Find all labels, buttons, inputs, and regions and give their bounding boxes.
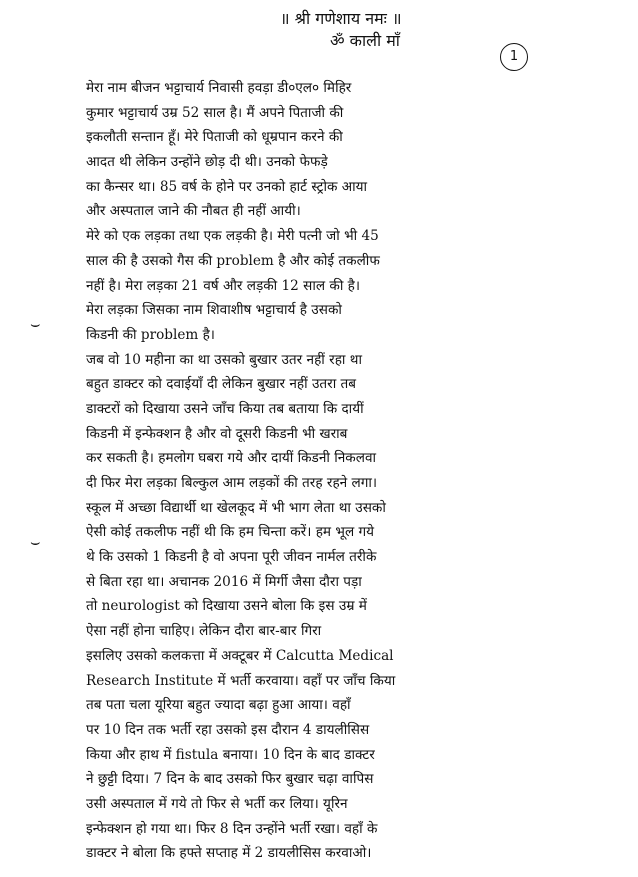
text-line: दी फिर मेरा लड़का बिल्कुल आम लड़कों की तरह रहने लगा।: [86, 475, 378, 491]
text-line: इकलौती सन्तान हूँ। मेरे पिताजी को धूम्रपान करने की: [86, 129, 343, 146]
text-line: ऐसा नहीं होना चाहिए। लेकिन दौरा बार-बार गिरा: [86, 623, 322, 640]
text-line: कुमार भट्टाचार्य उम्र 52 साल है। मैं अपने पिताजी की: [86, 104, 344, 121]
text-line: मेरा लड़का जिसका नाम शिवाशीष भट्टाचार्य है उसको: [86, 302, 342, 319]
text-line: कर सकती है। हमलोग घबरा गये और दायीं किडनी निकलवा: [86, 450, 377, 467]
text-line: से बिता रहा था। अचानक 2016 में मिर्गी जैसा दौरा पड़ा: [86, 573, 362, 590]
text-line: नहीं है। मेरा लड़का 21 वर्ष और लड़की 12 साल की है।: [86, 277, 361, 294]
text-line: ने छुट्टी दिया। 7 दिन के बाद उसको फिर बुखार चढ़ा वापिस: [86, 771, 374, 788]
text-line: डाक्टरों को दिखाया उसने जाँच किया तब बताया कि दायीं: [86, 400, 364, 417]
text-line: इन्फेक्शन हो गया था। फिर 8 दिन उन्होंने भर्ती रखा। वहाँ के: [86, 820, 378, 837]
page-number: 1: [500, 43, 528, 71]
text-line: स्कूल में अच्छा विद्यार्थी था खेलकूद में भी भाग लेता था उसको: [86, 499, 386, 516]
text-line: Research Institute में भर्ती करवाया। वहाँ पर जाँच किया: [86, 672, 396, 689]
text-line: उसी अस्पताल में गये तो फिर से भर्ती कर लिया। यूरिन: [86, 795, 348, 812]
invocation-text: ॥ श्री गणेशाय नमः ॥: [280, 9, 402, 28]
text-line: साल की है उसको गैस की problem है और कोई तकलीफ: [86, 252, 380, 269]
text-line: तब पता चला यूरिया बहुत ज्यादा बढ़ा हुआ आया। वहाँ: [86, 697, 351, 714]
text-line: पर 10 दिन तक भर्ती रहा उसको इस दौरान 4 डायलीसिस: [86, 721, 370, 738]
salutation-text: ॐ काली माँ: [330, 31, 400, 50]
text-line: इसलिए उसको कलकत्ता में अक्टूबर में Calcutta Medical: [86, 647, 394, 664]
text-line: तो neurologist को दिखाया उसने बोला कि इस उम्र में: [86, 598, 367, 615]
text-line: जब वो 10 महीना का था उसको बुखार उतर नहीं रहा था: [86, 351, 362, 368]
letter-body: [86, 76, 621, 866]
text-line: किडनी की problem है।: [86, 326, 215, 343]
text-line: डाक्टर ने बोला कि हफ्ते सप्ताह में 2 डायलीसिस करवाओ।: [86, 845, 372, 862]
text-line: किया और हाथ में fistula बनाया। 10 दिन के बाद डाक्टर: [86, 746, 375, 763]
text-line: बहुत डाक्टर को दवाईयाँ दी लेकिन बुखार नहीं उतरा तब: [86, 376, 357, 393]
text-line: मेरा नाम बीजन भट्टाचार्य निवासी हवड़ा डी०एल० मिहिर: [86, 80, 352, 96]
text-line: किडनी में इन्फेक्शन है और वो दूसरी किडनी भी खराब: [86, 425, 348, 442]
text-line: मेरे को एक लड़का तथा एक लड़की है। मेरी पत्नी जो भी 45: [86, 228, 379, 245]
margin-mark: ⌣: [30, 314, 41, 333]
text-line: थे कि उसको 1 किडनी है वो अपना पूरी जीवन नार्मल तरीके: [86, 549, 377, 566]
margin-mark: ⌣: [30, 532, 41, 551]
text-line: और अस्पताल जाने की नौबत ही नहीं आयी।: [86, 203, 301, 220]
text-line: ऐसी कोई तकलीफ नहीं थी कि हम चिन्ता करें। हम भूल गये: [86, 524, 375, 541]
text-line: का कैन्सर था। 85 वर्ष के होने पर उनको हार्ट स्ट्रोक आया: [86, 178, 368, 195]
text-line: आदत थी लेकिन उन्होंने छोड़ दी थी। उनको फेफड़े: [86, 154, 328, 171]
